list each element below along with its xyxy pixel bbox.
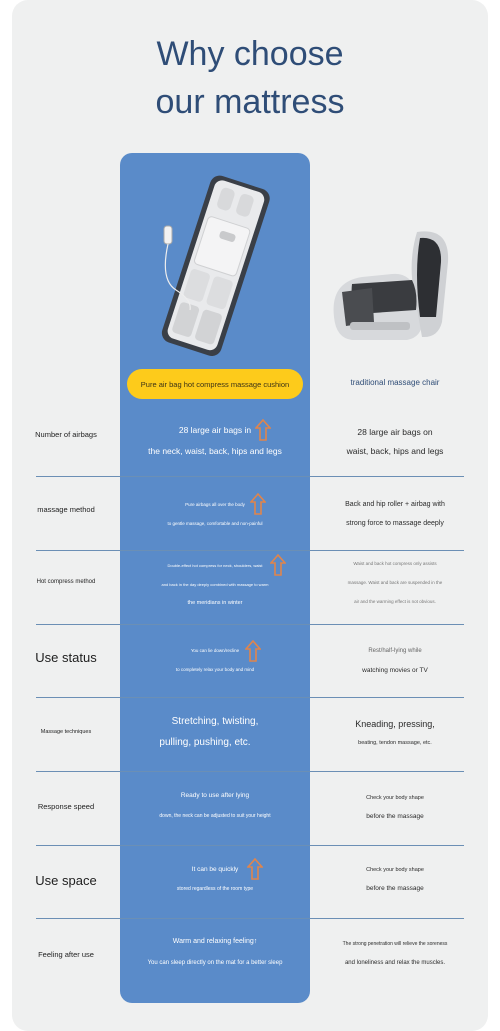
chair-cell-line: before the massage — [366, 813, 424, 820]
chair-cell-line: Check your body shape — [366, 867, 424, 873]
cushion-cell-line: Ready to use after lying — [180, 792, 250, 799]
row-label-use-space: Use space — [35, 873, 97, 888]
row-label-response-speed: Response speed — [37, 802, 95, 811]
chair-cell-line: massage. Waist and back are suspended in the — [347, 580, 443, 585]
chair-cell-line: before the massage — [366, 885, 424, 892]
page-title-line2: our mattress — [155, 83, 345, 121]
chair-cell-line: Kneading, pressing, — [355, 719, 435, 729]
cushion-cell-line: You can sleep directly on the mat for a better sleep — [147, 960, 283, 966]
row-divider — [36, 550, 464, 551]
massage-chair-image — [322, 222, 462, 347]
chair-cell-line: Check your body shape — [366, 795, 424, 801]
cushion-cell-line: to completely relax your body and mind — [175, 667, 255, 672]
row-divider — [36, 771, 464, 772]
cushion-cell-line: It can be quickly — [191, 866, 239, 873]
row-divider — [36, 476, 464, 477]
cushion-cell-line: to gentle massage, comfortable and non-painful — [167, 521, 263, 526]
row-label-massage-techniques: Massage techniques — [40, 729, 92, 735]
cushion-cell-line: the neck, waist, back, hips and legs — [148, 446, 282, 456]
cushion-cell-line: and back in the day deeply combined with massage to warm — [161, 582, 269, 587]
chair-cell-line: 28 large air bags on — [357, 427, 433, 437]
up-arrow-icon — [255, 419, 271, 441]
row-divider — [36, 697, 464, 698]
cushion-cell-line: Pure airbags all over the body — [185, 502, 245, 507]
chair-cell-line: beating, tendon massage, etc. — [358, 740, 432, 746]
up-arrow-icon — [270, 554, 286, 576]
row-divider — [36, 918, 464, 919]
cushion-cell-line: the meridians in winter — [187, 600, 243, 606]
cushion-cell-line: stored regardless of the room type — [176, 886, 254, 892]
cushion-cell-line: Warm and relaxing feeling↑ — [172, 938, 258, 945]
chair-column-header: traditional massage chair — [350, 378, 440, 387]
chair-cell-line: watching movies or TV — [362, 667, 428, 674]
chair-cell-line: The strong penetration will relieve the soreness — [342, 941, 448, 947]
row-divider — [36, 624, 464, 625]
cushion-cell-line: down, the neck can be adjusted to suit your height — [159, 813, 271, 819]
chair-cell-line: strong force to massage deeply — [346, 520, 444, 527]
chair-cell-line: Rest/half-lying while — [368, 648, 422, 654]
chair-cell-line: Back and hip roller + airbag with — [345, 501, 445, 508]
chair-cell-line: Waist and back hot compress only assists — [353, 561, 437, 566]
row-label-number-of-airbags: Number of airbags — [35, 430, 97, 439]
up-arrow-icon — [247, 858, 263, 880]
chair-cell-line: waist, back, hips and legs — [346, 446, 444, 456]
cushion-column-header: Pure air bag hot compress massage cushion — [127, 369, 303, 399]
row-label-massage-method: massage method — [37, 505, 95, 514]
page-title-line1: Why choose — [156, 35, 344, 73]
massage-cushion-image — [150, 170, 280, 360]
up-arrow-icon — [245, 640, 261, 662]
cushion-cell-line: 28 large air bags in — [178, 425, 252, 435]
cushion-cell-line: Double-effect hot compress for neck, shoulders, waist — [167, 563, 263, 568]
row-label-hot-compress-method: Hot compress method — [36, 579, 96, 585]
row-label-use-status: Use status — [35, 650, 97, 665]
cushion-cell-line: Stretching, twisting, — [171, 716, 259, 727]
chair-cell-line: and loneliness and relax the muscles. — [344, 960, 446, 966]
up-arrow-icon — [250, 493, 266, 515]
row-label-feeling-after-use: Feeling after use — [38, 950, 94, 959]
cushion-cell-line: pulling, pushing, etc. — [159, 737, 251, 748]
row-divider — [36, 845, 464, 846]
cushion-cell-line: You can lie down/recline — [190, 648, 240, 653]
chair-cell-line: air and the warming effect is not obvious. — [354, 599, 436, 604]
